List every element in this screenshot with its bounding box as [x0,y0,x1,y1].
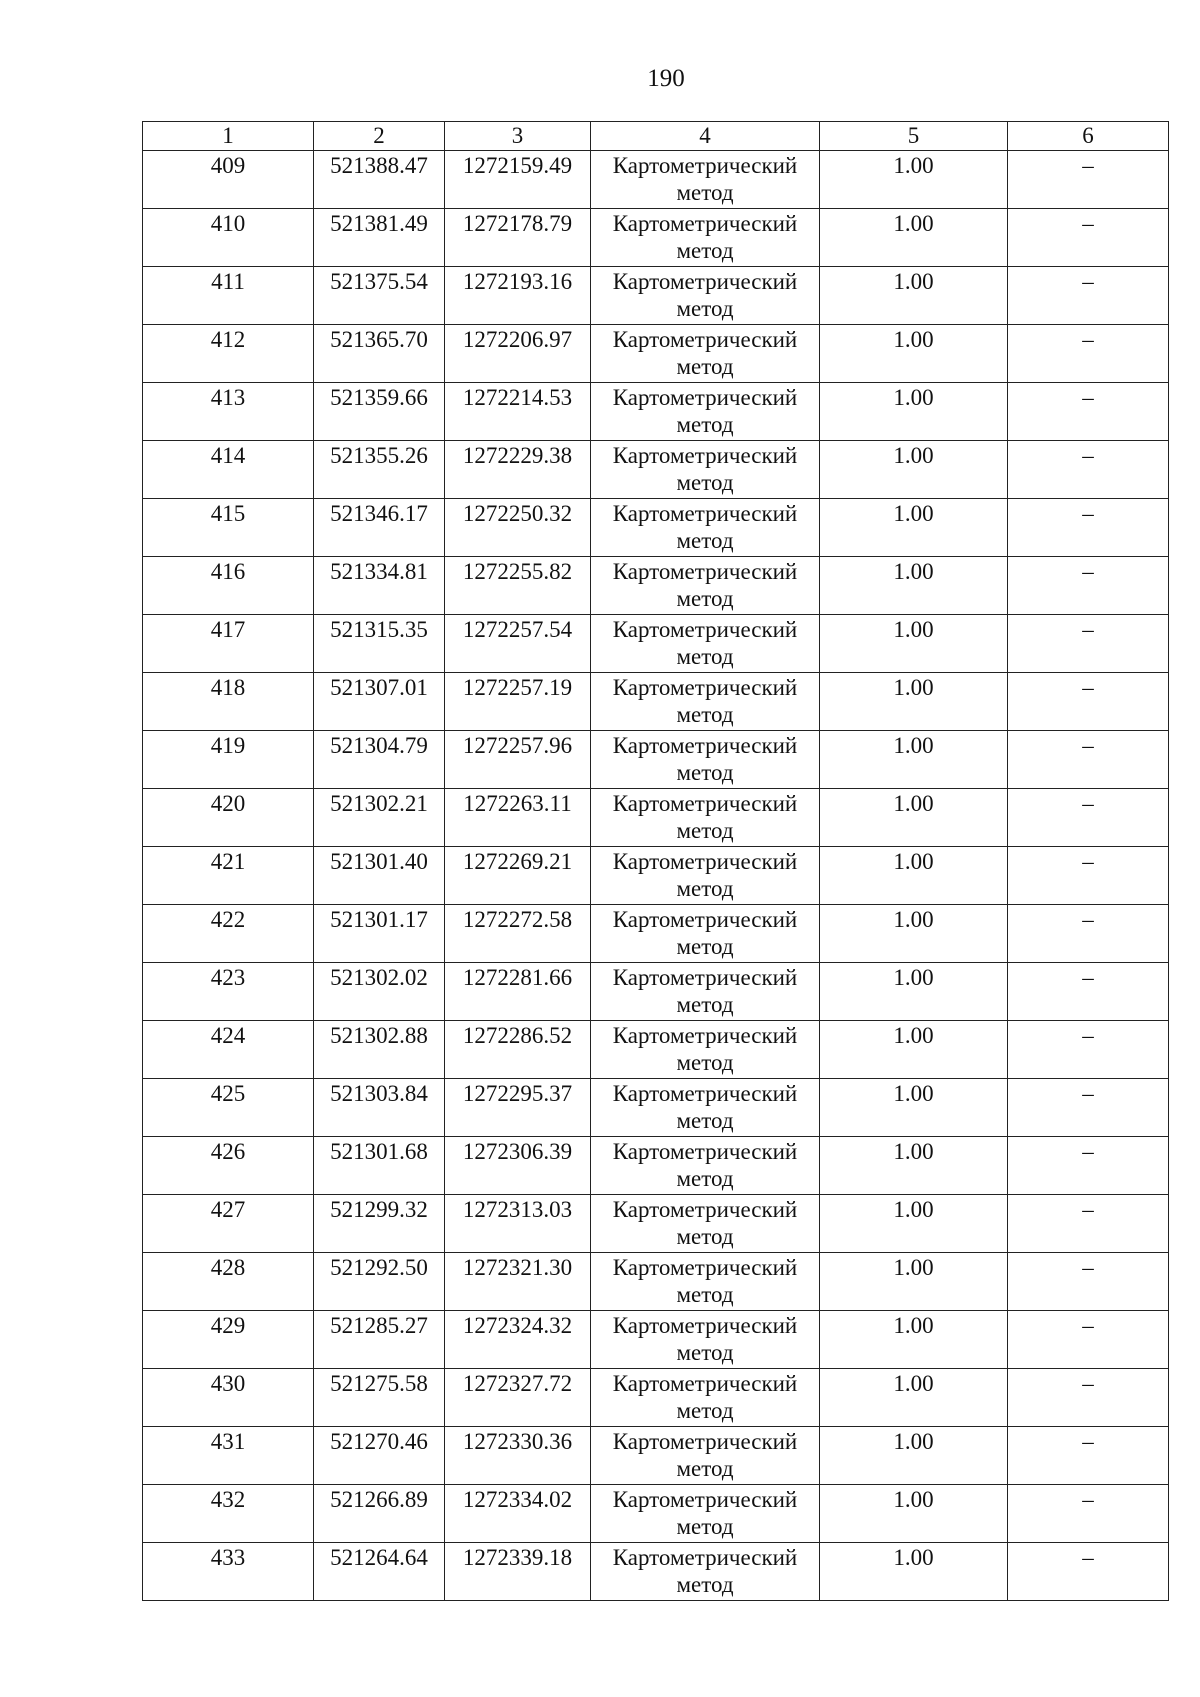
method-line-2: метод [676,1514,734,1539]
method-line-2: метод [676,992,734,1017]
method-line-2: метод [676,702,734,727]
y-coordinate-cell: 1272250.32 [445,499,591,557]
method-cell [591,1427,820,1485]
method-cell [591,383,820,441]
point-number-cell: 428 [143,1253,314,1311]
note-cell: – [1008,789,1169,847]
method-line-1: Картометрический [612,675,798,700]
method-line-2: метод [676,1050,734,1075]
coordinates-table-container [142,121,1168,1601]
accuracy-cell: 1.00 [820,731,1008,789]
x-coordinate-cell: 521275.58 [314,1369,445,1427]
table-row [143,151,1169,209]
y-coordinate-cell: 1272272.58 [445,905,591,963]
y-coordinate-cell: 1272281.66 [445,963,591,1021]
method-cell [591,673,820,731]
point-number-cell: 433 [143,1543,314,1601]
table-row [143,1427,1169,1485]
note-cell: – [1008,1253,1169,1311]
note-cell: – [1008,1137,1169,1195]
method-line-2: метод [676,1282,734,1307]
x-coordinate-cell: 521303.84 [314,1079,445,1137]
point-number-cell: 424 [143,1021,314,1079]
method-cell [591,499,820,557]
method-line-1: Картометрический [612,559,798,584]
note-cell: – [1008,1543,1169,1601]
method-line-2: метод [676,354,734,379]
point-number-cell: 430 [143,1369,314,1427]
x-coordinate-cell: 521302.21 [314,789,445,847]
x-coordinate-cell: 521292.50 [314,1253,445,1311]
x-coordinate-cell: 521301.68 [314,1137,445,1195]
page-number: 190 [647,65,685,92]
x-coordinate-cell: 521264.64 [314,1543,445,1601]
note-cell: – [1008,267,1169,325]
y-coordinate-cell: 1272159.49 [445,151,591,209]
method-line-1: Картометрический [612,501,798,526]
point-number-cell: 418 [143,673,314,731]
x-coordinate-cell: 521315.35 [314,615,445,673]
point-number-cell: 414 [143,441,314,499]
method-cell [591,789,820,847]
x-coordinate-cell: 521365.70 [314,325,445,383]
point-number-cell: 429 [143,1311,314,1369]
header-col-1: 1 [143,122,314,151]
table-row [143,731,1169,789]
note-cell: – [1008,499,1169,557]
method-line-1: Картометрический [612,327,798,352]
note-cell: – [1008,1195,1169,1253]
point-number-cell: 425 [143,1079,314,1137]
method-line-1: Картометрический [612,849,798,874]
y-coordinate-cell: 1272313.03 [445,1195,591,1253]
header-col-5: 5 [820,122,1008,151]
note-cell: – [1008,615,1169,673]
method-line-1: Картометрический [612,791,798,816]
accuracy-cell: 1.00 [820,325,1008,383]
accuracy-cell: 1.00 [820,441,1008,499]
method-line-1: Картометрический [612,269,798,294]
method-line-2: метод [676,1398,734,1423]
x-coordinate-cell: 521381.49 [314,209,445,267]
table-header [143,122,1169,151]
method-line-1: Картометрический [612,1139,798,1164]
table-row [143,1485,1169,1543]
point-number-cell: 413 [143,383,314,441]
y-coordinate-cell: 1272330.36 [445,1427,591,1485]
x-coordinate-cell: 521285.27 [314,1311,445,1369]
y-coordinate-cell: 1272324.32 [445,1311,591,1369]
method-cell [591,209,820,267]
table-row [143,1369,1169,1427]
table-row [143,1079,1169,1137]
point-number-cell: 412 [143,325,314,383]
method-cell [591,1253,820,1311]
table-row [143,673,1169,731]
y-coordinate-cell: 1272269.21 [445,847,591,905]
method-cell [591,441,820,499]
method-cell [591,731,820,789]
x-coordinate-cell: 521302.02 [314,963,445,1021]
x-coordinate-cell: 521359.66 [314,383,445,441]
table-row [143,905,1169,963]
accuracy-cell: 1.00 [820,1369,1008,1427]
header-col-6: 6 [1008,122,1169,151]
method-cell [591,1311,820,1369]
method-cell [591,557,820,615]
y-coordinate-cell: 1272339.18 [445,1543,591,1601]
accuracy-cell: 1.00 [820,1485,1008,1543]
method-line-2: метод [676,1456,734,1481]
note-cell: – [1008,847,1169,905]
method-cell [591,1195,820,1253]
x-coordinate-cell: 521302.88 [314,1021,445,1079]
x-coordinate-cell: 521301.17 [314,905,445,963]
method-cell [591,1369,820,1427]
y-coordinate-cell: 1272334.02 [445,1485,591,1543]
accuracy-cell: 1.00 [820,615,1008,673]
note-cell: – [1008,209,1169,267]
method-line-1: Картометрический [612,907,798,932]
point-number-cell: 411 [143,267,314,325]
point-number-cell: 420 [143,789,314,847]
point-number-cell: 417 [143,615,314,673]
method-cell [591,151,820,209]
method-cell [591,615,820,673]
table-row [143,1137,1169,1195]
note-cell: – [1008,1079,1169,1137]
accuracy-cell: 1.00 [820,963,1008,1021]
method-line-2: метод [676,934,734,959]
point-number-cell: 432 [143,1485,314,1543]
method-line-2: метод [676,1340,734,1365]
method-line-2: метод [676,876,734,901]
table-row [143,209,1169,267]
y-coordinate-cell: 1272214.53 [445,383,591,441]
table-row [143,963,1169,1021]
note-cell: – [1008,1311,1169,1369]
note-cell: – [1008,325,1169,383]
method-line-1: Картометрический [612,1255,798,1280]
table-row [143,499,1169,557]
table-row [143,847,1169,905]
method-line-1: Картометрический [612,385,798,410]
method-line-2: метод [676,470,734,495]
y-coordinate-cell: 1272286.52 [445,1021,591,1079]
y-coordinate-cell: 1272257.19 [445,673,591,731]
x-coordinate-cell: 521301.40 [314,847,445,905]
table-row [143,557,1169,615]
note-cell: – [1008,731,1169,789]
x-coordinate-cell: 521346.17 [314,499,445,557]
note-cell: – [1008,1485,1169,1543]
method-cell [591,1543,820,1601]
y-coordinate-cell: 1272321.30 [445,1253,591,1311]
header-row [143,122,1169,151]
method-cell [591,1079,820,1137]
note-cell: – [1008,905,1169,963]
note-cell: – [1008,1369,1169,1427]
accuracy-cell: 1.00 [820,557,1008,615]
table-row [143,1021,1169,1079]
method-line-2: метод [676,644,734,669]
accuracy-cell: 1.00 [820,789,1008,847]
point-number-cell: 423 [143,963,314,1021]
point-number-cell: 431 [143,1427,314,1485]
method-line-2: метод [676,1572,734,1597]
table-row [143,267,1169,325]
method-line-2: метод [676,1224,734,1249]
method-cell [591,905,820,963]
header-col-3: 3 [445,122,591,151]
point-number-cell: 416 [143,557,314,615]
y-coordinate-cell: 1272229.38 [445,441,591,499]
table-row [143,1195,1169,1253]
accuracy-cell: 1.00 [820,1021,1008,1079]
method-line-1: Картометрический [612,733,798,758]
point-number-cell: 419 [143,731,314,789]
accuracy-cell: 1.00 [820,1427,1008,1485]
accuracy-cell: 1.00 [820,209,1008,267]
method-line-2: метод [676,1166,734,1191]
note-cell: – [1008,151,1169,209]
method-cell [591,1485,820,1543]
method-cell [591,267,820,325]
table-row [143,1543,1169,1601]
accuracy-cell: 1.00 [820,383,1008,441]
accuracy-cell: 1.00 [820,499,1008,557]
note-cell: – [1008,441,1169,499]
coordinates-table [142,121,1169,1601]
method-line-1: Картометрический [612,153,798,178]
method-line-2: метод [676,586,734,611]
y-coordinate-cell: 1272193.16 [445,267,591,325]
point-number-cell: 421 [143,847,314,905]
method-line-1: Картометрический [612,443,798,468]
method-cell [591,325,820,383]
method-line-1: Картометрический [612,1313,798,1338]
table-row [143,325,1169,383]
method-line-2: метод [676,1108,734,1133]
y-coordinate-cell: 1272257.54 [445,615,591,673]
method-line-1: Картометрический [612,965,798,990]
method-line-1: Картометрический [612,1429,798,1454]
method-line-2: метод [676,760,734,785]
point-number-cell: 415 [143,499,314,557]
x-coordinate-cell: 521270.46 [314,1427,445,1485]
x-coordinate-cell: 521299.32 [314,1195,445,1253]
table-body [143,151,1169,1601]
point-number-cell: 426 [143,1137,314,1195]
y-coordinate-cell: 1272295.37 [445,1079,591,1137]
accuracy-cell: 1.00 [820,905,1008,963]
note-cell: – [1008,673,1169,731]
accuracy-cell: 1.00 [820,1311,1008,1369]
method-line-2: метод [676,296,734,321]
method-line-1: Картометрический [612,1371,798,1396]
x-coordinate-cell: 521375.54 [314,267,445,325]
x-coordinate-cell: 521304.79 [314,731,445,789]
y-coordinate-cell: 1272257.96 [445,731,591,789]
method-line-1: Картометрический [612,1081,798,1106]
accuracy-cell: 1.00 [820,1195,1008,1253]
method-line-1: Картометрический [612,1197,798,1222]
y-coordinate-cell: 1272263.11 [445,789,591,847]
y-coordinate-cell: 1272178.79 [445,209,591,267]
method-line-2: метод [676,180,734,205]
accuracy-cell: 1.00 [820,1253,1008,1311]
accuracy-cell: 1.00 [820,267,1008,325]
method-cell [591,1021,820,1079]
note-cell: – [1008,1427,1169,1485]
method-line-1: Картометрический [612,617,798,642]
point-number-cell: 422 [143,905,314,963]
note-cell: – [1008,1021,1169,1079]
accuracy-cell: 1.00 [820,151,1008,209]
note-cell: – [1008,963,1169,1021]
method-line-2: метод [676,818,734,843]
y-coordinate-cell: 1272206.97 [445,325,591,383]
table-row [143,615,1169,673]
table-row [143,383,1169,441]
table-row [143,1253,1169,1311]
method-cell [591,963,820,1021]
x-coordinate-cell: 521266.89 [314,1485,445,1543]
accuracy-cell: 1.00 [820,1543,1008,1601]
x-coordinate-cell: 521334.81 [314,557,445,615]
method-line-2: метод [676,238,734,263]
note-cell: – [1008,557,1169,615]
method-line-2: метод [676,528,734,553]
table-row [143,441,1169,499]
header-col-4: 4 [591,122,820,151]
y-coordinate-cell: 1272306.39 [445,1137,591,1195]
x-coordinate-cell: 521388.47 [314,151,445,209]
point-number-cell: 410 [143,209,314,267]
method-line-1: Картометрический [612,211,798,236]
point-number-cell: 409 [143,151,314,209]
method-line-1: Картометрический [612,1023,798,1048]
y-coordinate-cell: 1272327.72 [445,1369,591,1427]
header-col-2: 2 [314,122,445,151]
method-cell [591,1137,820,1195]
y-coordinate-cell: 1272255.82 [445,557,591,615]
accuracy-cell: 1.00 [820,847,1008,905]
accuracy-cell: 1.00 [820,1137,1008,1195]
accuracy-cell: 1.00 [820,1079,1008,1137]
accuracy-cell: 1.00 [820,673,1008,731]
method-line-2: метод [676,412,734,437]
table-row [143,789,1169,847]
point-number-cell: 427 [143,1195,314,1253]
x-coordinate-cell: 521355.26 [314,441,445,499]
note-cell: – [1008,383,1169,441]
method-cell [591,847,820,905]
table-row [143,1311,1169,1369]
method-line-1: Картометрический [612,1545,798,1570]
method-line-1: Картометрический [612,1487,798,1512]
x-coordinate-cell: 521307.01 [314,673,445,731]
